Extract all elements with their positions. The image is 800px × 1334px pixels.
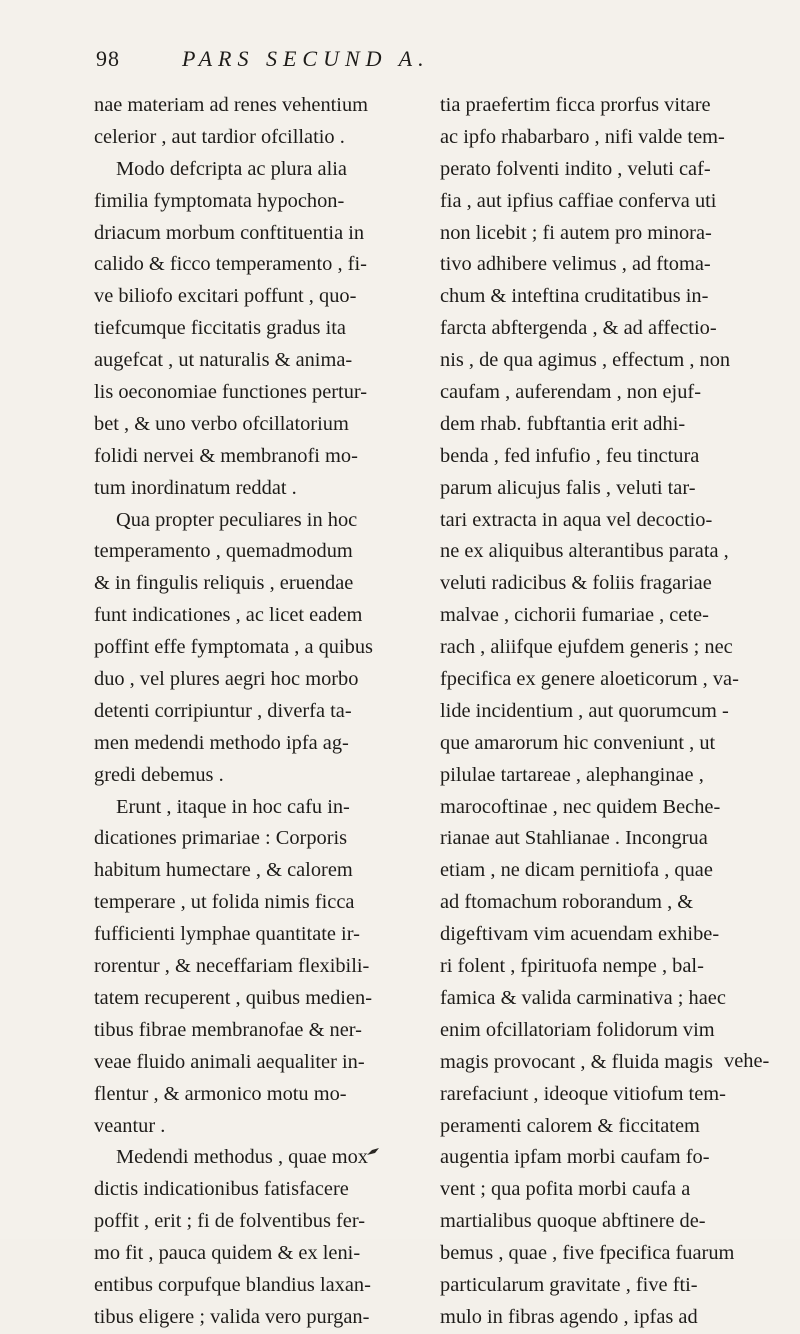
text-line: tatem recuperent , quibus medien- <box>94 986 373 1009</box>
ink-blot-ornament <box>366 1147 380 1157</box>
text-line: Modo defcripta ac plura alia <box>116 157 347 180</box>
text-line: funt indicationes , ac licet eadem <box>94 604 363 627</box>
text-line: non licebit ; fi autem pro minora- <box>440 221 712 244</box>
text-line: poffit , erit ; fi de folventibus fer- <box>94 1210 366 1233</box>
text-line: augentia ipfam morbi caufam fo- <box>440 1146 710 1169</box>
text-line: perato folventi indito , veluti caf- <box>440 157 711 180</box>
text-line: enim ofcillatoriam folidorum vim <box>440 1018 715 1041</box>
text-line: rach , aliifque ejufdem generis ; nec <box>440 636 733 659</box>
page-number: 98 <box>96 46 120 71</box>
text-line: temperare , ut folida nimis ficca <box>94 891 355 914</box>
text-line: men medendi methodo ipfa ag- <box>94 731 349 754</box>
text-line: fimilia fymptomata hypochon- <box>94 189 345 212</box>
text-line: Erunt , itaque in hoc cafu in- <box>116 795 350 818</box>
running-head <box>96 46 716 82</box>
text-line: nae materiam ad renes vehentium <box>94 94 369 116</box>
text-line: benda , fed infufio , feu tinctura <box>440 444 700 467</box>
text-line: detenti corripiuntur , diverfa ta- <box>94 699 352 722</box>
catchword: vehe- <box>724 1050 770 1072</box>
text-line: veluti radicibus & foliis fragariae <box>440 572 712 595</box>
text-line: ve biliofo excitari poffunt , quo- <box>94 285 357 308</box>
text-line: rorentur , & neceffariam flexibili- <box>94 955 370 978</box>
text-line: pilulae tartareae , alephanginae , <box>440 763 704 786</box>
text-line: & in fingulis reliquis , eruendae <box>94 572 354 595</box>
text-line: que amarorum hic conveniunt , ut <box>440 731 716 754</box>
text-line: malvae , cichorii fumariae , cete- <box>440 604 709 627</box>
text-line: lis oeconomiae functiones pertur- <box>94 381 368 404</box>
text-line: dictis indicationibus fatisfacere <box>94 1178 349 1201</box>
text-line: gredi debemus . <box>94 763 224 786</box>
text-line: magis provocant , & fluida magis <box>440 1050 713 1073</box>
text-line: dem rhab. fubftantia erit adhi- <box>440 412 686 435</box>
text-line: bet , & uno verbo ofcillatorium <box>94 412 349 435</box>
text-line: lide incidentium , aut quorumcum - <box>440 699 729 722</box>
text-line: poffint effe fymptomata , a quibus <box>94 636 373 659</box>
text-line: tibus fibrae membranofae & ner- <box>94 1018 362 1041</box>
text-line: tum inordinatum reddat . <box>94 476 297 499</box>
text-line: fufficienti lymphae quantitate ir- <box>94 923 360 946</box>
text-line: Qua propter peculiares in hoc <box>116 508 358 531</box>
text-line: veae fluido animali aequaliter in- <box>94 1050 365 1073</box>
text-line: ri folent , fpirituofa nempe , bal- <box>440 955 704 978</box>
text-line: caufam , auferendam , non ejuf- <box>440 381 701 404</box>
text-line: rarefaciunt , ideoque vitiofum tem- <box>440 1082 726 1105</box>
text-line: tia praefertim ficca prorfus vitare <box>440 94 711 116</box>
text-line: tiefcumque ficcitatis gradus ita <box>94 317 346 340</box>
running-title: PARS SECUND A. <box>182 46 430 71</box>
text-line: tibus eligere ; valida vero purgan- <box>94 1305 370 1328</box>
text-line: vent ; qua pofita morbi caufa a <box>440 1178 691 1201</box>
text-line: folidi nervei & membranofi mo- <box>94 444 358 467</box>
text-line: bemus , quae , five fpecifica fuarum <box>440 1242 735 1265</box>
text-line: augefcat , ut naturalis & anima- <box>94 349 353 372</box>
left-text-column <box>94 90 434 1334</box>
text-line: habitum humectare , & calorem <box>94 859 353 882</box>
text-line: ne ex aliquibus alterantibus parata , <box>440 540 729 563</box>
text-line: entibus corpufque blandius laxan- <box>94 1273 371 1296</box>
text-line: rianae aut Stahlianae . Incongrua <box>440 827 708 850</box>
text-line: fpecifica ex genere aloeticorum , va- <box>440 668 739 691</box>
text-line: famica & valida carminativa ; haec <box>440 986 726 1009</box>
text-line: marocoftinae , nec quidem Beche- <box>440 795 721 818</box>
right-text-column <box>440 90 780 1334</box>
text-line: chum & inteftina cruditatibus in- <box>440 285 709 308</box>
text-line: Medendi methodus , quae mox <box>116 1146 369 1169</box>
text-line: peramenti calorem & ficcitatem <box>440 1114 700 1137</box>
text-line: tari extracta in aqua vel decoctio- <box>440 508 713 531</box>
text-line: temperamento , quemadmodum <box>94 540 353 563</box>
text-line: mulo in fibras agendo , ipfas ad <box>440 1305 698 1328</box>
text-line: celerior , aut tardior ofcillatio . <box>94 125 345 148</box>
text-line: duo , vel plures aegri hoc morbo <box>94 668 359 691</box>
text-line: farcta abftergenda , & ad affectio- <box>440 317 717 340</box>
text-line: martialibus quoque abftinere de- <box>440 1210 706 1233</box>
text-line: mo fit , pauca quidem & ex leni- <box>94 1242 361 1265</box>
text-line: etiam , ne dicam pernitiofa , quae <box>440 859 713 882</box>
text-line: calido & ficco temperamento , fi- <box>94 253 367 276</box>
text-line: dicationes primariae : Corporis <box>94 827 348 850</box>
text-line: fia , aut ipfius caffiae conferva uti <box>440 189 717 212</box>
text-line: ad ftomachum roborandum , & <box>440 891 694 914</box>
text-line: parum alicujus falis , veluti tar- <box>440 476 696 499</box>
text-line: driacum morbum conftituentia in <box>94 221 365 244</box>
text-line: nis , de qua agimus , effectum , non <box>440 349 731 372</box>
text-line: ac ipfo rhabarbaro , nifi valde tem- <box>440 125 725 148</box>
text-line: flentur , & armonico motu mo- <box>94 1082 347 1105</box>
text-line: particularum gravitate , five fti- <box>440 1273 698 1296</box>
text-line: tivo adhibere velimus , ad ftoma- <box>440 253 711 276</box>
text-line: veantur . <box>94 1114 166 1137</box>
text-line: digeftivam vim acuendam exhibe- <box>440 923 720 946</box>
